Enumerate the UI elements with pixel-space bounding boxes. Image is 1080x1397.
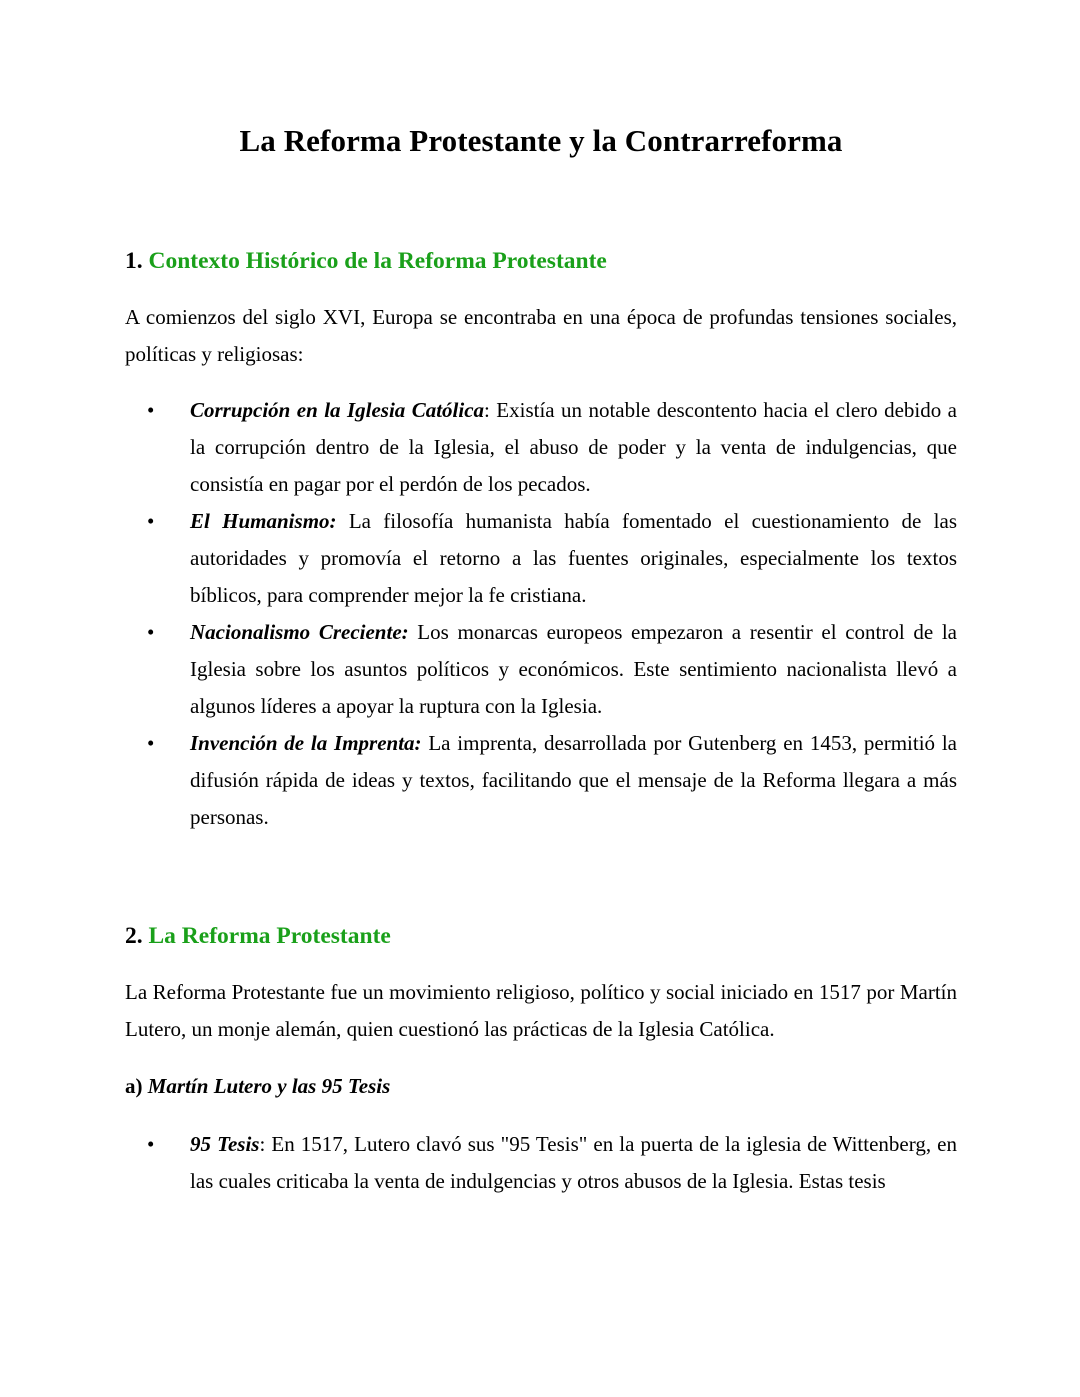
section-number-2: 2. [125, 922, 143, 949]
section-heading-2 [125, 921, 957, 953]
list-item-body: La filosofía humanista había fomentado el cuestionamiento de las autoridades y promovía el retorno a las fuentes originales, especialmente los textos bíblicos, para comprender mejor la fe cristiana. [190, 508, 957, 607]
list-item-body: La imprenta, desarrollada por Gutenberg en 1453, permitió la difusión rápida de ideas y textos, facilitando que el mensaje de la Reforma llegara a más personas. [190, 730, 957, 829]
list-item-lead: El Humanismo: [190, 508, 337, 533]
bullet-icon: • [147, 397, 155, 422]
subsection-heading-a [125, 1048, 957, 1105]
section-1-intro-paragraph: A comienzos del siglo XVI, Europa se encontraba en una época de profundas tensiones sociales, políticas y religiosas: [125, 304, 957, 366]
section-heading-1 [125, 246, 957, 278]
bullet-icon: • [147, 619, 155, 644]
list-item [125, 392, 957, 503]
section-2 [125, 836, 957, 953]
list-item-lead: Invención de la Imprenta: [190, 730, 422, 755]
section-2-intro-paragraph: La Reforma Protestante fue un movimiento religioso, político y social iniciado en 1517 por Martín Lutero, un monje alemán, quien cuestionó las prácticas de la Iglesia Católica. [125, 979, 957, 1041]
bullet-icon: • [147, 508, 155, 533]
list-item-body: : Existía un notable descontento hacia el clero debido a la corrupción dentro de la Iglesia, el abuso de poder y la venta de indulgencias, que consistía en pagar por el perdón de los pecados. [190, 397, 957, 496]
section-number-1: 1. [125, 248, 143, 275]
section-1-bullet-list [125, 373, 957, 836]
page-title: La Reforma Protestante y la Contrarreforma [239, 123, 843, 158]
list-item-body: : En 1517, Lutero clavó sus "95 Tesis" en la puerta de la iglesia de Wittenberg, en las cuales criticaba la venta de indulgencias y otros abusos de la Iglesia. Estas tesis [190, 1131, 958, 1193]
bullet-icon: • [147, 1131, 155, 1156]
list-item-lead: Corrupción en la Iglesia Católica [190, 397, 485, 422]
list-item [125, 1126, 957, 1200]
list-item-lead: Nacionalismo Creciente: [190, 619, 409, 644]
list-item-lead: 95 Tesis [190, 1131, 260, 1156]
subsection-title: Martín Lutero y las 95 Tesis [142, 1073, 391, 1098]
section-title-2: La Reforma Protestante [148, 922, 391, 949]
section-1 [125, 159, 957, 278]
bullet-icon: • [147, 730, 155, 755]
list-item-body: Los monarcas europeos empezaron a resentir el control de la Iglesia sobre los asuntos políticos y económicos. Este sentimiento nacionalista llevó a algunos líderes a apoyar la ruptura con la Iglesia. [190, 619, 957, 718]
section-2-bullet-list [125, 1105, 957, 1200]
list-item [125, 503, 957, 614]
list-item [125, 725, 957, 836]
section-title-1: Contexto Histórico de la Reforma Protestante [148, 248, 607, 275]
list-item [125, 614, 957, 725]
subsection-letter: a) [125, 1073, 143, 1098]
